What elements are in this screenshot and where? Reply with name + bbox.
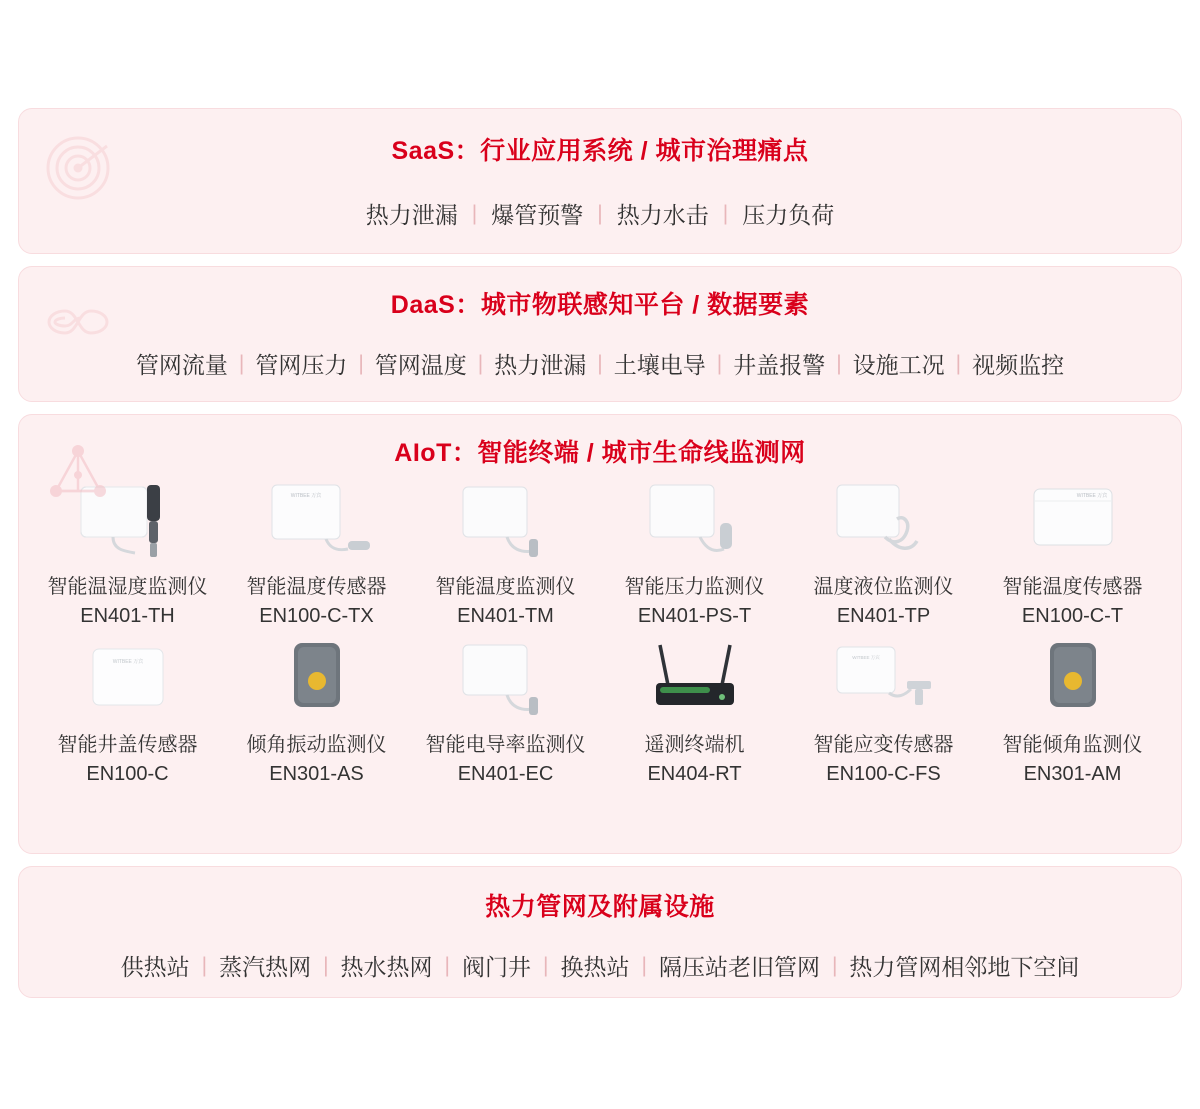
device-card[interactable] — [978, 637, 1167, 795]
aiot-title-en: AIoT： — [394, 439, 478, 467]
device-model: EN401-PS-T — [637, 605, 752, 627]
aiot-title-cn: 智能终端 / 城市生命线监测网 — [477, 439, 806, 467]
device-name: 智能电导率监测仪 — [425, 734, 586, 756]
sensor-panel-cable-icon — [252, 479, 382, 565]
device-model: EN401-TM — [457, 605, 554, 627]
sensor-flat-panel-icon — [63, 637, 193, 723]
daas-tag-row — [19, 347, 1181, 380]
sensor-white-block-icon — [1008, 479, 1138, 565]
device-model: EN401-EC — [457, 763, 554, 785]
grey-module-icon — [1008, 637, 1138, 723]
device-card[interactable] — [222, 637, 411, 795]
device-model: EN100-C — [86, 763, 169, 785]
device-model: EN100-C-FS — [826, 763, 941, 785]
separator: | — [543, 954, 549, 977]
infrastructure-tag: 热水热网 — [340, 954, 433, 980]
device-name: 智能压力监测仪 — [624, 576, 765, 598]
saas-title — [19, 131, 1181, 167]
saas-tag-row — [19, 197, 1181, 230]
daas-tag: 土壤电导 — [613, 352, 706, 378]
device-card[interactable] — [789, 637, 978, 795]
daas-title-cn: 城市物联感知平台 / 数据要素 — [480, 291, 810, 319]
grey-module-icon — [252, 637, 382, 723]
router-antenna-icon — [630, 637, 760, 723]
device-model: EN401-TP — [836, 605, 931, 627]
aiot-device-grid — [19, 479, 1181, 795]
separator: | — [477, 352, 484, 375]
daas-title — [19, 285, 1181, 321]
separator: | — [323, 954, 329, 977]
saas-title-cn: 行业应用系统 / 城市治理痛点 — [480, 137, 809, 165]
daas-title-en: DaaS： — [390, 291, 481, 319]
device-model: EN301-AS — [269, 763, 364, 785]
device-card[interactable] — [411, 479, 600, 637]
aiot-title — [19, 433, 1181, 469]
separator: | — [641, 954, 647, 977]
device-card[interactable] — [978, 479, 1167, 637]
aiot-panel — [18, 414, 1182, 854]
svg-text:WITBEE 万宾: WITBEE 万宾 — [290, 493, 321, 499]
sensor-box-cable-icon — [441, 637, 571, 723]
daas-tag: 管网温度 — [374, 352, 467, 378]
separator: | — [444, 954, 450, 977]
separator: | — [201, 954, 208, 977]
daas-tag: 热力泄漏 — [494, 352, 587, 378]
daas-panel — [18, 266, 1182, 402]
saas-tag: 热力泄漏 — [365, 202, 458, 228]
separator: | — [358, 352, 364, 375]
svg-text:WITBEE 万宾: WITBEE 万宾 — [1076, 493, 1107, 499]
sensor-box-cable-icon — [441, 479, 571, 565]
separator: | — [597, 352, 603, 375]
sensor-box-dual-cable-icon — [819, 479, 949, 565]
infrastructure-tag: 阀门井 — [462, 954, 531, 980]
daas-tag: 管网流量 — [135, 352, 228, 378]
sensor-box-probe-icon — [63, 479, 193, 565]
saas-title-en: SaaS： — [391, 137, 481, 165]
device-name: 智能温度传感器 — [246, 576, 387, 598]
separator: | — [955, 352, 962, 375]
infrastructure-title: 热力管网及附属设施 — [485, 893, 715, 921]
device-name: 遥测终端机 — [644, 734, 745, 756]
device-name: 智能温度监测仪 — [435, 576, 576, 598]
infrastructure-tag: 隔压站老旧管网 — [658, 954, 820, 980]
daas-tag: 管网压力 — [255, 352, 348, 378]
separator: | — [836, 352, 842, 375]
device-model: EN401-TH — [80, 605, 175, 627]
separator: | — [471, 202, 478, 225]
daas-tag: 设施工况 — [852, 352, 945, 378]
separator: | — [716, 352, 723, 375]
saas-tag: 压力负荷 — [742, 202, 835, 228]
device-model: EN100-C-TX — [259, 605, 374, 627]
device-name: 智能应变传感器 — [813, 734, 954, 756]
saas-tag: 热力水击 — [616, 202, 709, 228]
separator: | — [831, 954, 838, 977]
infrastructure-panel — [18, 866, 1182, 998]
svg-text:WITBEE 万宾: WITBEE 万宾 — [851, 655, 880, 660]
device-model: EN404-RT — [647, 763, 742, 785]
device-name: 温度液位监测仪 — [813, 576, 954, 598]
device-card[interactable] — [222, 479, 411, 637]
sensor-box-pressure-icon — [630, 479, 760, 565]
infrastructure-tag: 换热站 — [560, 954, 630, 980]
saas-tag: 爆管预警 — [491, 202, 584, 228]
svg-text:WITBEE 万宾: WITBEE 万宾 — [112, 659, 143, 665]
device-name: 智能温湿度监测仪 — [47, 576, 208, 598]
separator: | — [722, 202, 729, 225]
device-name: 智能温度传感器 — [1002, 576, 1143, 598]
device-card[interactable] — [33, 479, 222, 637]
infrastructure-tag: 蒸汽热网 — [219, 954, 312, 980]
infrastructure-tag: 热力管网相邻地下空间 — [849, 954, 1080, 980]
device-model: EN301-AM — [1023, 763, 1122, 785]
infrastructure-tag-row — [19, 949, 1181, 982]
device-model: EN100-C-T — [1021, 605, 1124, 627]
sensor-bracket-icon — [819, 637, 949, 723]
daas-tag: 视频监控 — [972, 352, 1065, 378]
device-name: 倾角振动监测仪 — [246, 734, 387, 756]
device-card[interactable] — [789, 479, 978, 637]
device-card[interactable] — [600, 637, 789, 795]
device-card[interactable] — [600, 479, 789, 637]
daas-tag: 井盖报警 — [733, 352, 826, 378]
infrastructure-tag: 供热站 — [120, 954, 190, 980]
saas-panel — [18, 108, 1182, 254]
device-card[interactable] — [33, 637, 222, 795]
device-name: 智能倾角监测仪 — [1002, 734, 1143, 756]
device-name: 智能井盖传感器 — [57, 734, 198, 756]
separator: | — [597, 202, 603, 225]
separator: | — [238, 352, 245, 375]
device-card[interactable] — [411, 637, 600, 795]
